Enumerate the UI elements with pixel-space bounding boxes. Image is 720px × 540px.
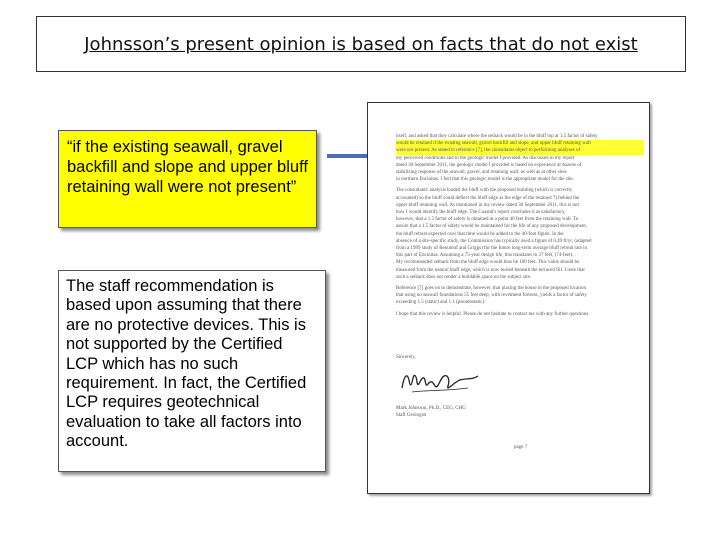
page-number: page 7 xyxy=(514,445,528,450)
doc-line: dated 30 September 2011, the geologic model I provided is based on experience at dozens of xyxy=(396,162,582,168)
signer-title: Staff Geologist xyxy=(396,413,427,418)
doc-line: upper bluff retaining wall. As mentioned in my review dated 30 September 2011, this is not xyxy=(396,202,579,208)
doc-line: The consultants' analysis loaded the bluff with the proposed building (which is correctly xyxy=(396,188,573,194)
title-box xyxy=(36,16,686,72)
doc-line: accounted) so the bluff could deflect the bluff edge as the edge of the retained 7) behind the xyxy=(396,195,580,201)
doc-line: in northern Encinitas. I feel that this geologic model is the appropriate model for the site. xyxy=(396,177,574,183)
document-body xyxy=(396,133,644,318)
doc-line: my perceived conditions and to the geologic model I provided. As discussed in my report xyxy=(396,155,575,161)
doc-line: My recommended setback from the bluff edge would thus be 100 feet. This value should be xyxy=(396,260,580,266)
doc-line: such a setback does not render a buildable space on the subject site. xyxy=(396,274,532,280)
salutation: Sincerely, xyxy=(396,355,416,360)
doc-line: absence of a site-specific study, the Commission has typically used a figure of 0.49 ft/yr, (adapted xyxy=(396,238,592,244)
doc-line: exceeding 1.5 (static) and 1.1 (pseudostatic). xyxy=(396,300,486,306)
highlighted-passage: were not present. As stated in reference [7], the consultants object to performing analyses of xyxy=(396,147,644,154)
signer-name: Mark Johnsson, Ph.D., CEG, CHG xyxy=(396,406,466,411)
doc-line: Reference [7] goes on to demonstrate, however, that placing the house in the proposed location xyxy=(396,286,587,292)
highlighted-passage: would be retained if the existing seawall, gravel backfill and slope, and upper bluff retaining wall xyxy=(396,140,644,147)
staff-recommendation-box: The staff recommendation is based upon assuming that there are no protective devices. This is not supported by the Certified LCP which has no such requirement. In fact, the Certified LCP requires geotechnical evaluation to take all factors into account. xyxy=(58,270,326,472)
doc-line: the bluff retreat expected over that time would be added to the 40-foot figure. In the xyxy=(396,231,564,237)
doc-line: assure that a 1.5 factor of safety would be maintained for the life of any proposed development, xyxy=(396,224,588,230)
quote-callout: “if the existing seawall, gravel backfill and slope and upper bluff retaining wall were not present” xyxy=(58,130,317,228)
doc-line: measured from the natural bluff edge, which is now buried beneath the terraced fill. I note that xyxy=(396,267,585,273)
doc-line: I hope that this review is helpful. Please do not hesitate to contact me with any further questions. xyxy=(396,311,590,317)
signature xyxy=(398,366,483,398)
doc-line: this part of Encinitas. Assuming a 75-year design life, this translates to 37 feet, (74-feet). xyxy=(396,253,574,259)
doc-line: how I would identify the bluff edge. The Coastal's report concludes it as satisfactory, xyxy=(396,210,566,216)
doc-line: that using no seawall foundations 55 feet deep, with revetment fortress, yields a factor of safety xyxy=(396,293,587,299)
document-excerpt xyxy=(367,102,650,494)
slide-title: Johnsson’s present opinion is based on facts that do not exist xyxy=(84,34,638,55)
doc-line: stabilizing response of the seawall, gravel, and retaining wall, as well as at other sites xyxy=(396,170,567,176)
doc-line: however, that a 1.5 factor of safety is obtained at a point 40 feet from the retaining wall. To xyxy=(396,217,579,223)
doc-line: itself, and asked that they calculate where the setback would be in the bluff top at 1.5 factor of safety xyxy=(396,134,598,139)
doc-line: from a 1999 study of Benumof and Griggs) for the future long-term average bluff retreat rate in xyxy=(396,246,587,252)
